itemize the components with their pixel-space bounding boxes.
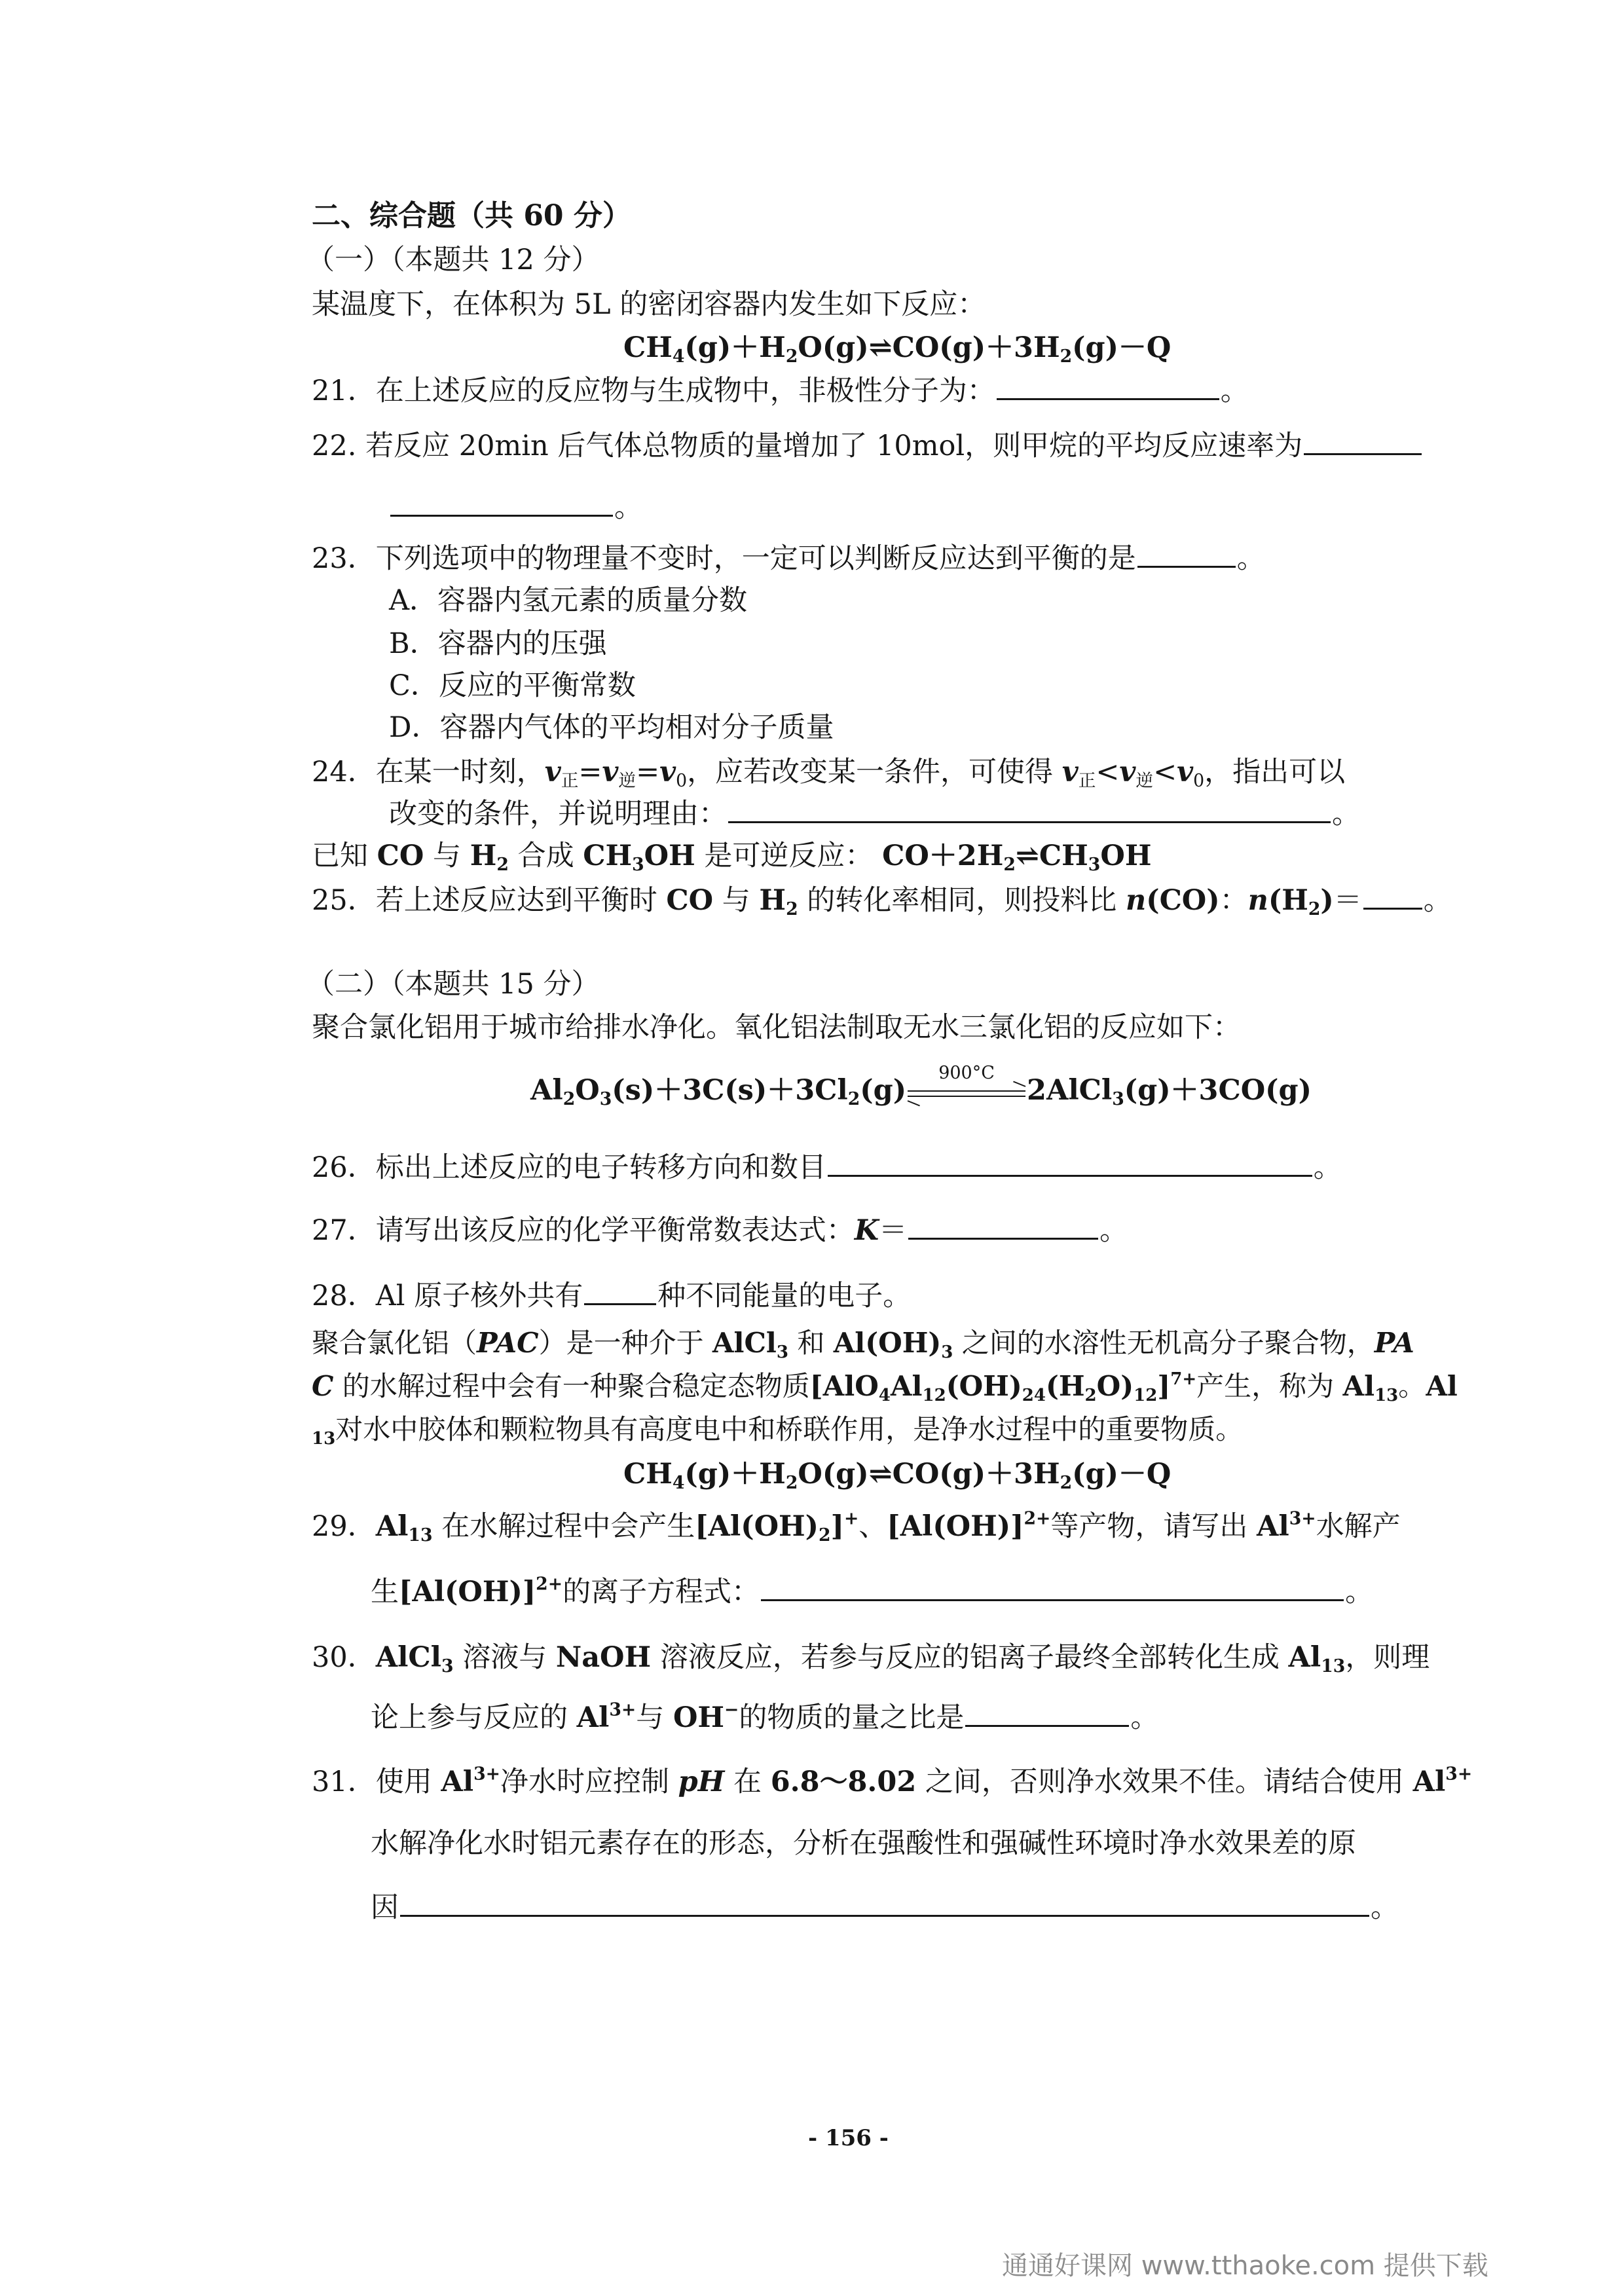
q24-text: 改变的条件，并说明理由： — [389, 798, 727, 830]
eq2-condition: 900°C — [938, 1063, 995, 1083]
part2-header: （二）（本题共 15 分） — [306, 968, 600, 1001]
question-22 — [312, 432, 1423, 460]
question-31-line1: 31．使用 $Al^{3+}$净水时应控制 pH 在 6.8～8.02 之间，否则净水效果不佳。请结合使用 $Al^{3+}$ — [312, 1764, 1473, 1798]
reversible-arrow-icon — [908, 1063, 1025, 1101]
part1-header: （一）（本题共 12 分） — [306, 244, 600, 276]
q23-option-d: D．容器内气体的平均相对分子质量 — [389, 711, 834, 744]
question-21 — [312, 377, 1249, 405]
q30-period: 。 — [1130, 1701, 1159, 1734]
pac-paragraph-line2: C 的水解过程中会有一种聚合稳定态物质$[AlO_4Al_{12}(OH)_{24}(H_2O)_{12}]^{7+}$产生，称为 $Al_{13}$。Al — [312, 1369, 1458, 1405]
watermark: 通通好课网 www.tthaoke.com 提供下载 — [1002, 2251, 1488, 2281]
q26-answer-blank — [828, 1174, 1312, 1177]
reaction-equation-repeat: $CH_4(g)+H_2O(g)\rightleftharpoons CO(g)+3H_2(g)-Q$ — [623, 1458, 1172, 1493]
question-30-line1: 30．AlCl$_3$ 溶液与 NaOH 溶液反应，若参与反应的铝离子最终全部转化生成 $Al_{13}$，则理 — [312, 1641, 1430, 1676]
q23-text: 23．下列选项中的物理量不变时，一定可以判断反应达到平衡的是 — [312, 542, 1136, 575]
q31-text: 因 — [371, 1891, 399, 1924]
eq2-left: $Al_2O_3(s)+3C(s)+3Cl_2(g)$ — [530, 1074, 907, 1109]
question-24-line2 — [389, 800, 1360, 828]
q30-text: 论上参与反应的 $Al^{3+}$与 OH−的物质的量之比是 — [371, 1699, 965, 1734]
reaction-equation-1: $CH_4(g)+H_2O(g)\rightleftharpoons CO(g)+3H_2(g)-Q$ — [623, 331, 1172, 367]
q22-text: 22. 若反应 20min 后气体总物质的量增加了 10mol，则甲烷的平均反应速率为 — [312, 430, 1303, 462]
question-31-line3 — [371, 1891, 1399, 1924]
q24-answer-blank — [728, 821, 1331, 823]
question-22-cont — [389, 491, 642, 524]
section-title: 二、综合题（共 60 分） — [312, 199, 631, 232]
q25-period: 。 — [1423, 884, 1452, 917]
known-reaction: 已知 CO 与 $H_2$ 合成 $CH_3OH$ 是可逆反应： $CO+2H_2\rightleftharpoons CH_3OH$ — [312, 840, 1152, 875]
question-29-line2 — [371, 1574, 1374, 1608]
q28-text-b: 种不同能量的电子。 — [657, 1280, 912, 1312]
q28-text-a: 28．Al 原子核外共有 — [312, 1280, 583, 1312]
q23-option-a: A．容器内氢元素的质量分数 — [389, 584, 748, 617]
q29-answer-blank — [761, 1599, 1344, 1601]
q25-answer-blank — [1363, 907, 1422, 910]
pac-paragraph-line1: 聚合氯化铝（PAC）是一种介于 AlCl$_3$ 和 $Al(OH)_3$ 之间的水溶性无机高分子聚合物，PA — [312, 1327, 1414, 1362]
reaction-equation-2 — [530, 1063, 1312, 1109]
q29-text: 生$[Al(OH)]^{2+}$的离子方程式： — [371, 1574, 760, 1608]
q25-text: 25．若上述反应达到平衡时 CO 与 $H_2$ 的转化率相同，则投料比 n(CO)：$n(H_2)=$ — [312, 884, 1362, 919]
q23-answer-blank — [1137, 565, 1236, 568]
question-31-line2: 水解净化水时铝元素存在的形态，分析在强酸性和强碱性环境时净水效果差的原 — [371, 1827, 1356, 1860]
question-26 — [312, 1151, 1342, 1184]
part2-intro: 聚合氯化铝用于城市给排水净化。氧化铝法制取无水三氯化铝的反应如下： — [312, 1011, 1241, 1044]
q21-answer-blank — [997, 398, 1219, 400]
q26-period: 。 — [1313, 1151, 1342, 1184]
q31-period: 。 — [1371, 1891, 1399, 1924]
q29-period: 。 — [1345, 1576, 1374, 1608]
question-29-line1: 29．$Al_{13}$ 在水解过程中会产生$[Al(OH)_2]^+$、$[Al(OH)]^{2+}$等产物，请写出 $Al^{3+}$水解产 — [312, 1508, 1401, 1546]
q22-answer-blank-1 — [1304, 453, 1422, 455]
q21-period: 。 — [1220, 375, 1249, 407]
question-28 — [312, 1282, 911, 1310]
q21-text: 21．在上述反应的反应物与生成物中，非极性分子为： — [312, 375, 995, 407]
q23-option-b: B．容器内的压强 — [389, 627, 607, 660]
question-24-line1: 24．在某一时刻，$v_正=v_逆=v_0$，应若改变某一条件，可使得 $v_正<v_逆<v_0$，指出可以 — [312, 756, 1346, 791]
q26-text: 26．标出上述反应的电子转移方向和数目 — [312, 1151, 826, 1184]
question-30-line2 — [371, 1699, 1159, 1734]
question-27 — [312, 1214, 1128, 1247]
q27-answer-blank — [908, 1237, 1098, 1240]
q23-option-c: C．反应的平衡常数 — [389, 669, 636, 702]
part1-intro: 某温度下，在体积为 5L 的密闭容器内发生如下反应： — [312, 288, 986, 321]
q24-period: 。 — [1332, 798, 1360, 830]
pac-paragraph-line3: $_{13}$对水中胶体和颗粒物具有高度电中和桥联作用，是净水过程中的重要物质。 — [312, 1413, 1244, 1449]
page-number: - 156 - — [808, 2125, 889, 2151]
q23-period: 。 — [1236, 542, 1265, 575]
q27-text: 27．请写出该反应的化学平衡常数表达式：K＝ — [312, 1214, 908, 1247]
q31-answer-blank — [400, 1914, 1369, 1917]
question-23 — [312, 542, 1265, 575]
question-25 — [312, 884, 1452, 919]
q22-answer-blank-2 — [390, 514, 613, 517]
q27-period: 。 — [1099, 1214, 1128, 1247]
q22-period: 。 — [614, 491, 642, 524]
q30-answer-blank — [965, 1724, 1129, 1727]
q28-answer-blank — [584, 1303, 656, 1305]
eq2-right: 2AlCl$_3$(g)＋3CO(g) — [1027, 1074, 1312, 1109]
